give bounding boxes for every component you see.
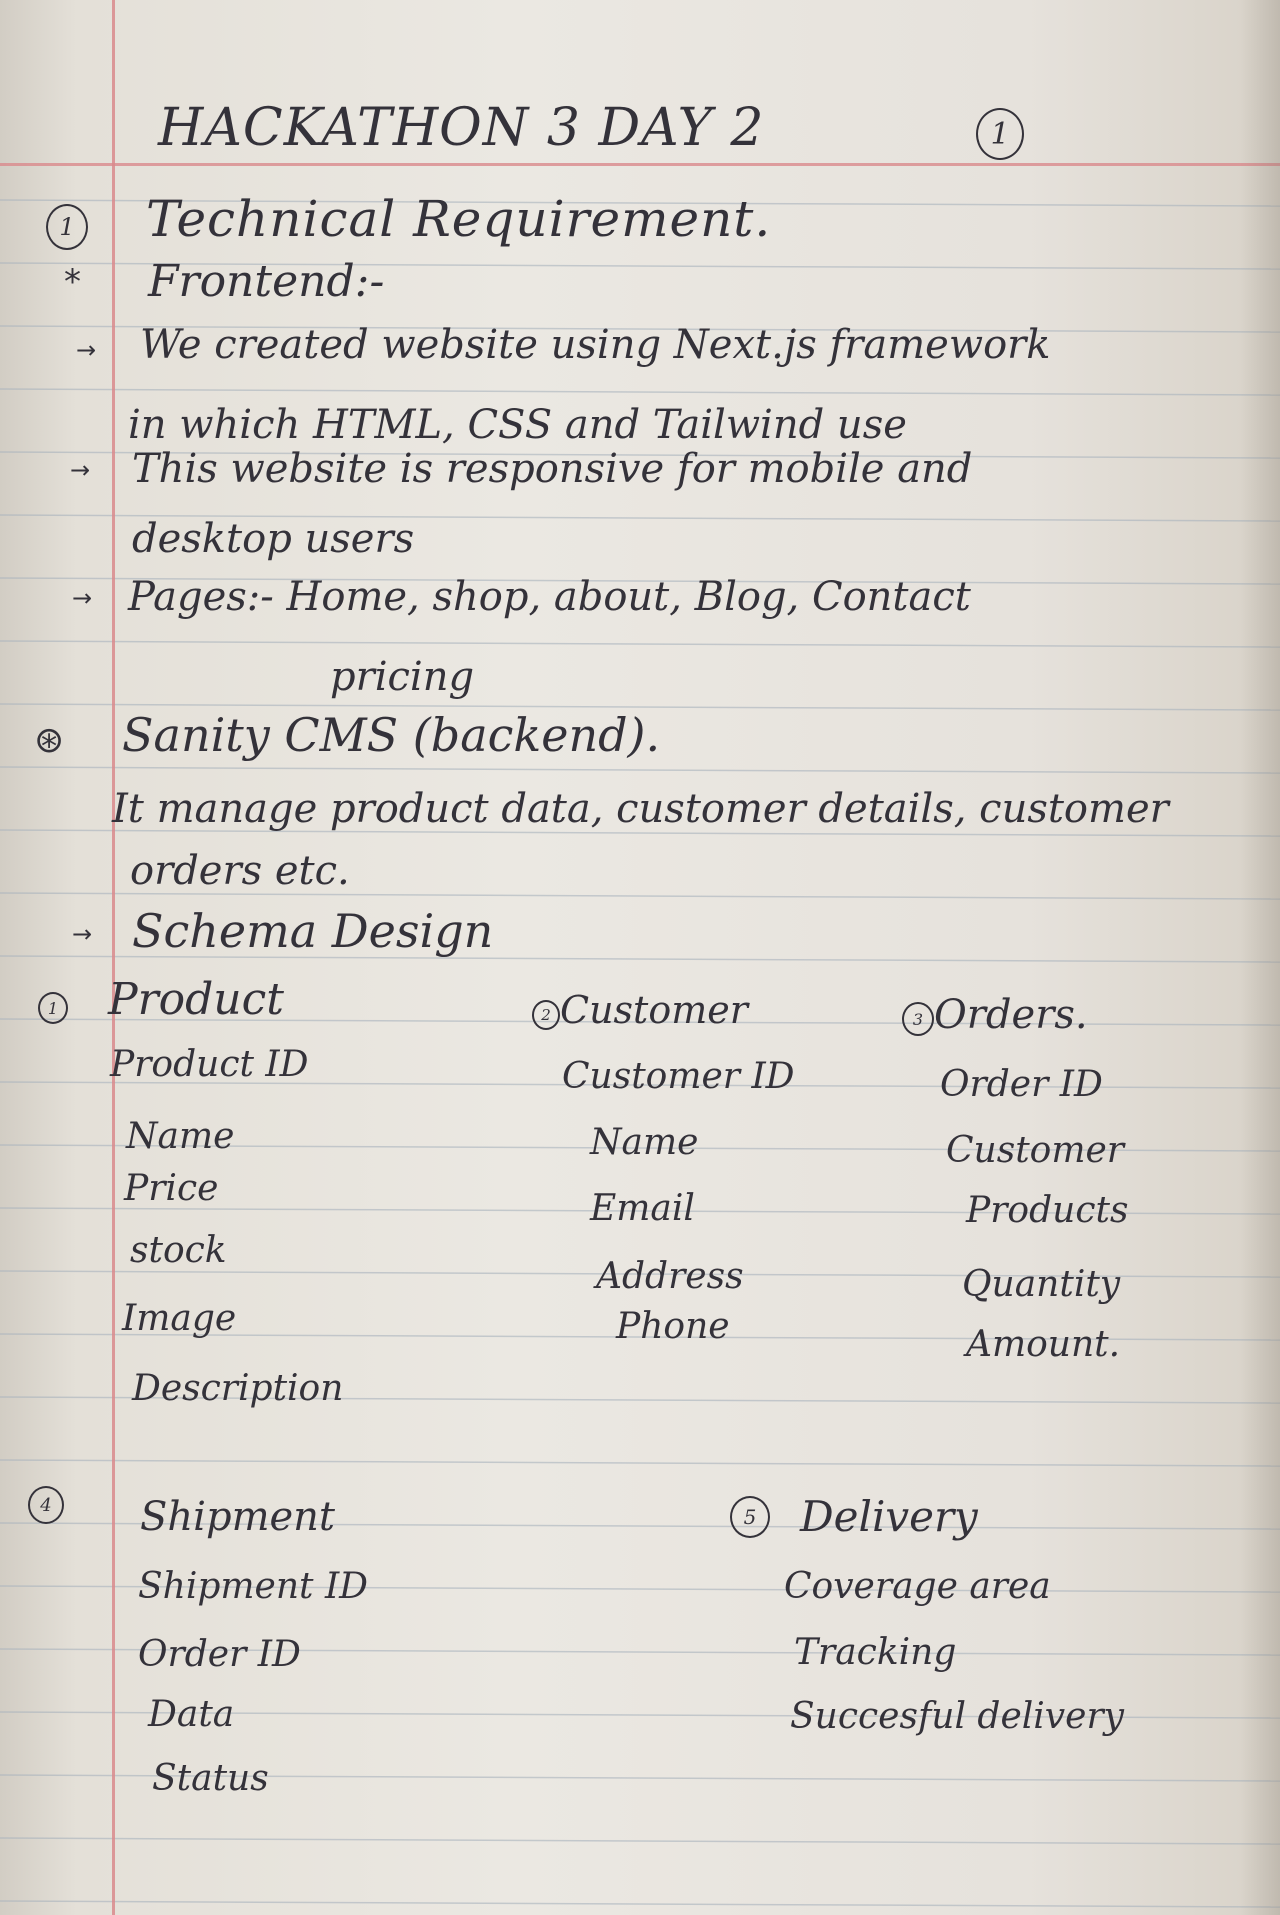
- schema-title-product: Product: [108, 974, 284, 1025]
- product-field: stock: [130, 1230, 227, 1271]
- arrow-icon: →: [72, 920, 93, 948]
- section-number: 1: [46, 204, 88, 250]
- shipment-field: Order ID: [138, 1634, 301, 1675]
- schema-title-shipment: Shipment: [140, 1494, 335, 1540]
- frontend-line: Pages:- Home, shop, about, Blog, Contact: [128, 574, 971, 620]
- arrow-icon: →: [70, 456, 91, 484]
- product-field: Image: [122, 1298, 237, 1339]
- customer-field: Name: [590, 1122, 699, 1163]
- ruled-line: [0, 641, 1280, 647]
- orders-field: Amount.: [966, 1324, 1121, 1365]
- customer-field: Customer ID: [562, 1056, 795, 1097]
- product-field: Name: [126, 1116, 235, 1157]
- page-title: HACKATHON 3 DAY 2: [158, 98, 765, 158]
- schema-number: 5: [730, 1496, 770, 1538]
- header-rule: [0, 163, 1280, 166]
- customer-field: Email: [590, 1188, 695, 1229]
- page-edge-shadow: [1240, 0, 1280, 1915]
- shipment-field: Data: [148, 1694, 235, 1735]
- arrow-icon: →: [76, 336, 97, 364]
- product-field: Description: [132, 1368, 344, 1409]
- starred-bullet-icon: ⊛: [34, 720, 65, 761]
- schema-title-orders: Orders.: [934, 992, 1088, 1038]
- orders-field: Customer: [946, 1130, 1124, 1171]
- arrow-icon: →: [72, 584, 93, 612]
- orders-field: Order ID: [940, 1064, 1103, 1105]
- schema-title-customer: Customer: [560, 988, 748, 1032]
- ruled-line: [0, 767, 1280, 773]
- ruled-line: [0, 389, 1280, 395]
- frontend-line: in which HTML, CSS and Tailwind use: [128, 402, 907, 448]
- product-field: Price: [124, 1168, 219, 1209]
- schema-number: 3: [902, 1002, 934, 1036]
- delivery-field: Succesful delivery: [790, 1696, 1124, 1737]
- sanity-line: It manage product data, customer details, customer: [112, 786, 1169, 832]
- orders-field: Products: [966, 1190, 1129, 1231]
- schema-label: Schema Design: [132, 904, 494, 958]
- frontend-line: We created website using Next.js framework: [140, 322, 1051, 368]
- sanity-line: orders etc.: [130, 848, 350, 894]
- customer-field: Phone: [616, 1306, 730, 1347]
- shipment-field: Status: [152, 1758, 269, 1799]
- delivery-field: Coverage area: [784, 1566, 1051, 1607]
- product-field: Product ID: [110, 1044, 309, 1085]
- ruled-line: [0, 1460, 1280, 1466]
- schema-number: 2: [532, 1000, 560, 1030]
- frontend-line: This website is responsive for mobile and: [132, 446, 973, 492]
- frontend-label: Frontend:-: [148, 256, 385, 307]
- sanity-label: Sanity CMS (backend).: [122, 708, 661, 762]
- customer-field: Address: [596, 1256, 744, 1297]
- ruled-line: [0, 1901, 1280, 1907]
- delivery-field: Tracking: [794, 1632, 957, 1673]
- schema-number: 4: [28, 1486, 64, 1524]
- shipment-field: Shipment ID: [138, 1566, 369, 1607]
- margin-line: [112, 0, 115, 1915]
- frontend-line: pricing: [330, 654, 475, 700]
- asterisk-icon: *: [64, 262, 81, 302]
- schema-title-delivery: Delivery: [800, 1492, 978, 1541]
- schema-number: 1: [38, 992, 68, 1024]
- ruled-line: [0, 1838, 1280, 1844]
- section-heading: Technical Requirement.: [146, 190, 772, 248]
- frontend-line: desktop users: [132, 516, 415, 562]
- page-number: 1: [976, 108, 1024, 160]
- orders-field: Quantity: [962, 1264, 1121, 1305]
